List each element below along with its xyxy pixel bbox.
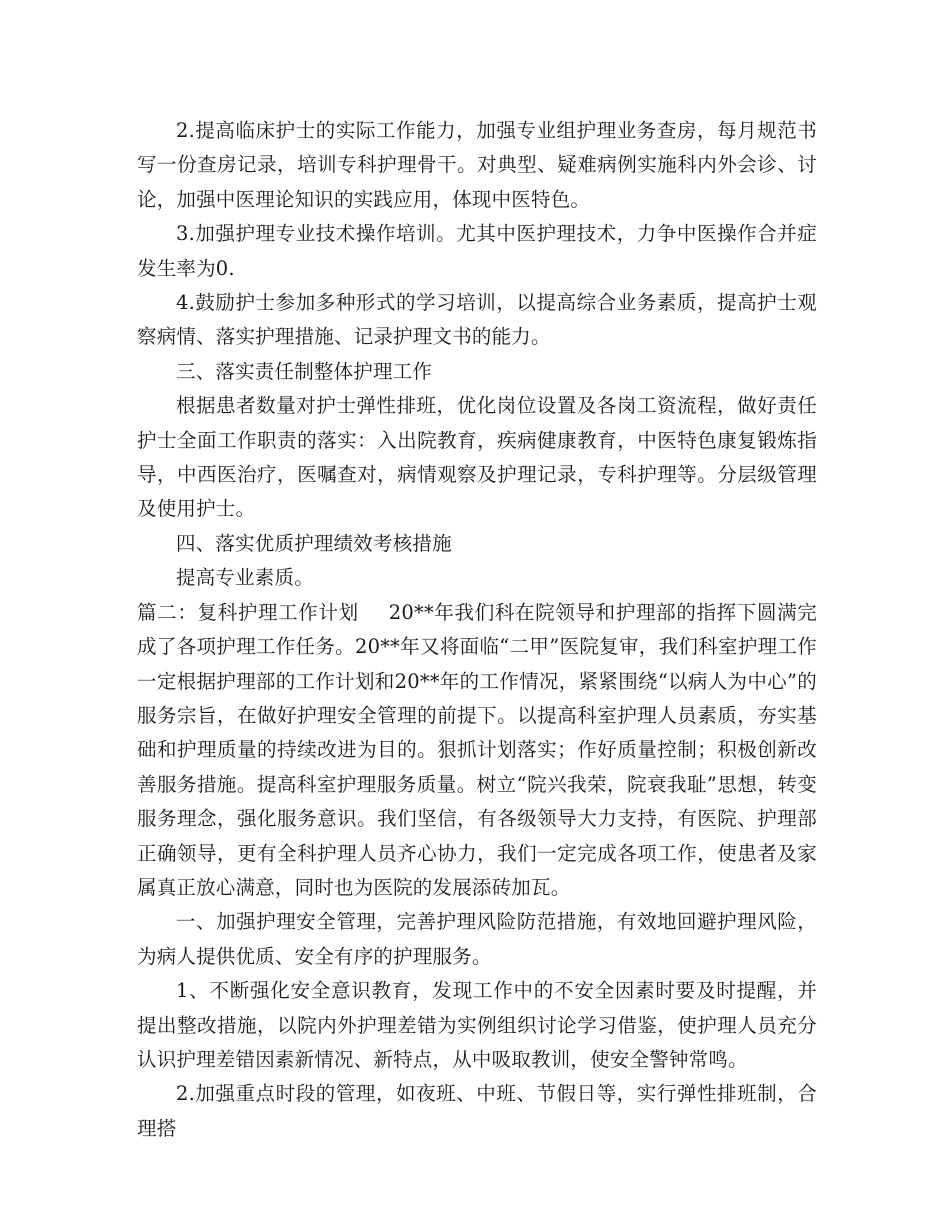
document-body — [137, 114, 817, 1146]
section-heading-4: 四、落实优质护理绩效考核措施 — [176, 531, 452, 555]
paragraph-safety-1: 1、不断强化安全意识教育，发现工作中的不安全因素时要及时提醒，并提出整改措施，以院内外护理差错为实例组织讨论学习借鉴，使护理人员充分认识护理差错因素新情况、新特点，从中吸取教训，使安全警钟常鸣。 — [137, 979, 817, 1071]
section-heading-1: 一、加强护理安全管理，完善护理风险防范措施，有效地回避护理风险，为病人提供优质、安全有序的护理服务。 — [137, 910, 817, 968]
chapter-two-intro: 20**年我们科在院领导和护理部的指挥下圆满完成了各项护理工作任务。20**年又将面临“二甲”医院复审，我们科室护理工作一定根据护理部的工作计划和20**年的工作情况，紧紧围绕“以病人为中心”的服务宗旨，在做好护理安全管理的前提下。以提高科室护理人员素质，夯实基础和护理质量的持续改进为目的。狠抓计划落实；作好质量控制；积极创新改善服务措施。提高科室护理服务质量。树立“院兴我荣，院衰我耻”思想，转变服务理念，强化服务意识。我们坚信，有各级领导大力支持，有医院、护理部正确领导，更有全科护理人员齐心协力，我们一定完成各项工作，使患者及家属真正放心满意，同时也为医院的发展添砖加瓦。 — [137, 600, 817, 899]
paragraph-item-3: 3.加强护理专业技术操作培训。尤其中医护理技术，力争中医操作合并症发生率为0. — [137, 222, 817, 280]
paragraph-item-4: 4.鼓励护士参加多种形式的学习培训，以提高综合业务素质，提高护士观察病情、落实护理措施、记录护理文书的能力。 — [137, 291, 817, 349]
paragraph-quality: 提高专业素质。 — [176, 566, 314, 590]
paragraph-responsibility: 根据患者数量对护士弹性排班，优化岗位设置及各岗工资流程，做好责任护士全面工作职责的落实：入出院教育，疾病健康教育，中医特色康复锻炼指导，中西医治疗，医嘱查对，病情观察及护理记录，专科护理等。分层级管理及使用护士。 — [137, 394, 817, 521]
chapter-two-heading: 篇二：复科护理工作计划 — [137, 600, 359, 624]
paragraph-item-2: 2.提高临床护士的实际工作能力，加强专业组护理业务查房，每月规范书写一份查房记录，培训专科护理骨干。对典型、疑难病例实施科内外会诊、讨论，加强中医理论知识的实践应用，体现中医特色。 — [137, 119, 817, 211]
section-heading-3: 三、落实责任制整体护理工作 — [176, 359, 433, 383]
chapter-two-paragraph — [137, 596, 817, 906]
paragraph-safety-2: 2.加强重点时段的管理，如夜班、中班、节假日等，实行弹性排班制，合理搭 — [137, 1082, 817, 1140]
